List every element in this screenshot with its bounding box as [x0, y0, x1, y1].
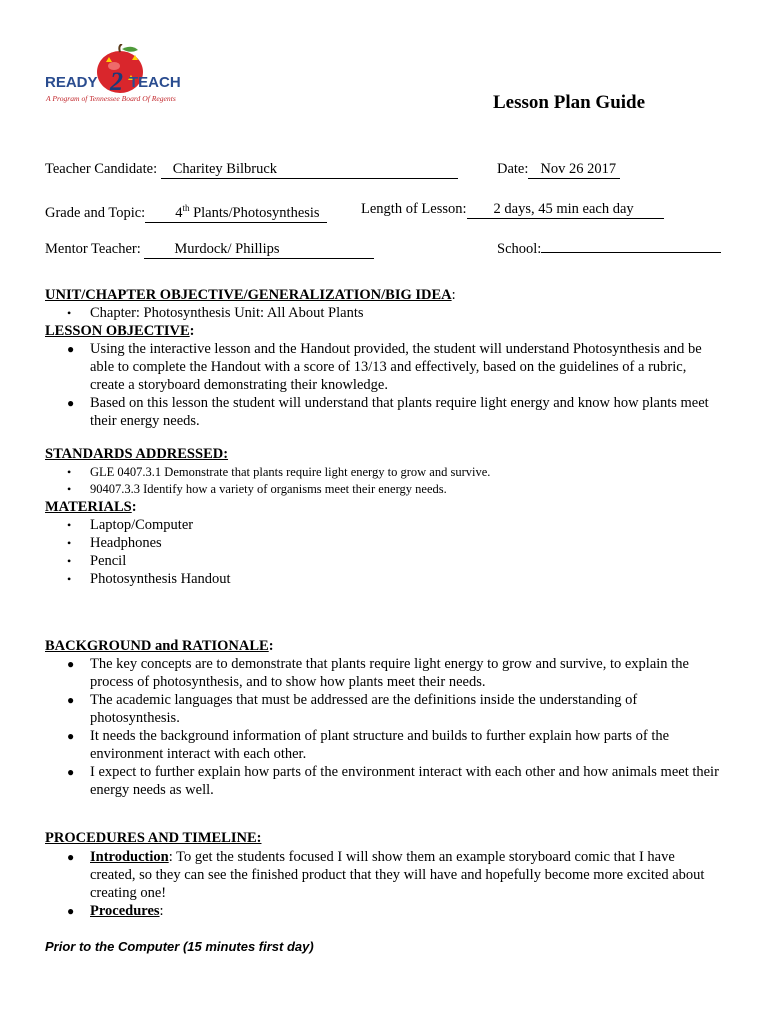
bullet-icon: ● — [67, 765, 75, 779]
date-value: Nov 26 2017 — [528, 162, 620, 179]
procedures-label: Procedures — [90, 903, 160, 919]
list-item — [45, 848, 715, 902]
list-item: • Chapter: Photosynthesis Unit: All About Plants — [67, 305, 364, 321]
teacher-candidate-label: Teacher Candidate: — [45, 161, 161, 177]
lesson-objective-list — [45, 340, 710, 430]
bullet-icon: • — [67, 306, 72, 320]
procedures-heading: PROCEDURES AND TIMELINE: — [45, 830, 262, 846]
grade-topic-field — [45, 201, 327, 223]
lesson-length-label: Length of Lesson: — [361, 201, 467, 217]
grade-topic-value: 4th Plants/Photosynthesis — [145, 201, 327, 223]
svg-text:A Program of Tennessee Board O: A Program of Tennessee Board Of Regents — [46, 94, 176, 103]
lesson-objective-heading: LESSON OBJECTIVE: — [45, 323, 195, 339]
introduction-label: Introduction — [90, 849, 169, 865]
bullet-icon: ● — [67, 904, 75, 918]
unit-objective-list — [45, 304, 364, 322]
bullet-icon: • — [67, 554, 72, 568]
school-value — [541, 251, 721, 253]
background-list — [45, 655, 720, 799]
materials-list — [45, 516, 231, 588]
bullet-icon: • — [67, 482, 72, 496]
lesson-length-value: 2 days, 45 min each day — [467, 202, 664, 219]
bullet-icon: • — [67, 572, 72, 586]
list-item: ● Using the interactive lesson and the Handout provided, the student will understand Photosynthesis and be able to complete the Handout with a score of 13/13 and effectively, based on the guidelines of a rubric, create a storyboard demonstrating their knowledge. — [67, 341, 702, 393]
bullet-icon: ● — [67, 342, 75, 356]
standards-list — [45, 464, 490, 498]
date-field — [497, 161, 620, 179]
list-item: ● It needs the background information of plant structure and builds to further explain how parts of the environment interact with each other. — [67, 728, 670, 762]
bullet-icon: ● — [67, 657, 75, 671]
svg-text:2: 2 — [110, 67, 123, 96]
mentor-teacher-field — [45, 241, 374, 259]
bullet-icon: • — [67, 518, 72, 532]
prior-to-computer-heading: Prior to the Computer (15 minutes first day) — [45, 939, 314, 954]
document-title: Lesson Plan Guide — [493, 92, 646, 113]
date-label: Date: — [497, 161, 529, 177]
procedures-list — [45, 848, 715, 920]
bullet-icon: ● — [67, 729, 75, 743]
school-field — [497, 241, 721, 258]
introduction-text: : To get the students focused I will show them an example storyboard comic that I have created, so they can see the finished product that they will have and hopefully become more excited about creating one! — [90, 849, 705, 901]
list-item: • Photosynthesis Handout — [67, 571, 231, 587]
list-item: • Pencil — [67, 553, 127, 569]
list-item: • 90407.3.3 Identify how a variety of organisms meet their energy needs. — [67, 482, 447, 496]
bullet-icon: • — [67, 465, 72, 479]
teacher-candidate-value: Charitey Bilbruck — [161, 162, 458, 179]
list-item: • Headphones — [67, 535, 162, 551]
ready2teach-logo — [44, 44, 194, 118]
list-item: • GLE 0407.3.1 Demonstrate that plants require light energy to grow and survive. — [67, 465, 491, 479]
grade-topic-label: Grade and Topic: — [45, 204, 146, 221]
mentor-teacher-value: Murdock/ Phillips — [144, 242, 374, 259]
list-item: • Laptop/Computer — [67, 517, 194, 533]
lesson-length-field — [361, 201, 664, 219]
svg-text:TEACH: TEACH — [129, 74, 181, 91]
list-item: ● I expect to further explain how parts of the environment interact with each other and how animals meet their energy needs as well. — [67, 764, 719, 798]
background-heading: BACKGROUND and RATIONALE: — [45, 638, 274, 654]
mentor-teacher-label: Mentor Teacher: — [45, 241, 145, 257]
teacher-candidate-field — [45, 161, 458, 179]
list-item: ● Procedures: — [67, 903, 164, 919]
list-item: ● Based on this lesson the student will understand that plants require light energy and know how plants meet their energy needs. — [67, 395, 709, 429]
list-item: ● The key concepts are to demonstrate that plants require light energy to grow and survive, to explain the process of photosynthesis, and to show how plants meet their needs. — [67, 656, 689, 690]
school-label: School: — [497, 241, 542, 257]
unit-objective-heading: UNIT/CHAPTER OBJECTIVE/GENERALIZATION/BIG IDEA: — [45, 287, 456, 303]
list-item: ● The academic languages that must be addressed are the definitions inside the understanding of photosynthesis. — [67, 692, 638, 726]
bullet-icon: • — [67, 536, 72, 550]
bullet-icon: ● — [67, 850, 75, 864]
materials-heading: MATERIALS: — [45, 499, 137, 515]
bullet-icon: ● — [67, 693, 75, 707]
bullet-icon: ● — [67, 396, 75, 410]
svg-text:READY: READY — [45, 74, 98, 91]
standards-heading: STANDARDS ADDRESSED: — [45, 446, 229, 462]
